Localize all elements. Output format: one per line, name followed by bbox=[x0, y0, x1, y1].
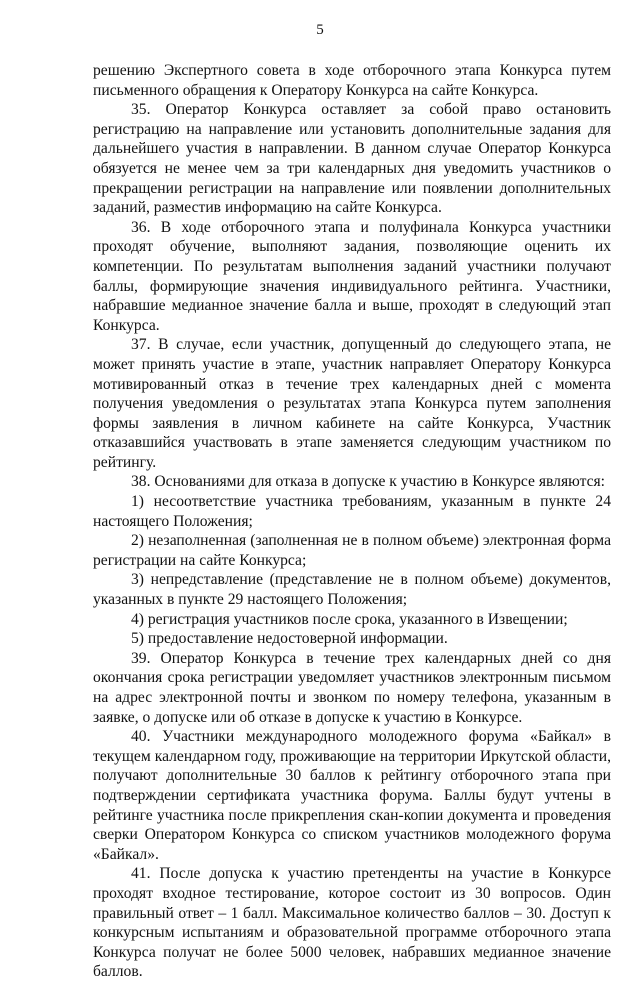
document-body bbox=[93, 61, 611, 982]
paragraph-41: 41. После допуска к участию претенденты на участие в Конкурсе проходят входное тестирование, которое состоит из 30 вопросов. Один правильный ответ – 1 балл. Максимальное количество баллов – 30. Доступ к конкурсным испытаниям и образовательной программе отборочного этапа Конкурса получат не более 5000 человек, набравших медианное значение баллов. bbox=[93, 865, 611, 981]
list-item-38-5: 5) предоставление недостоверной информации. bbox=[131, 630, 448, 648]
paragraph-continuation: решению Экспертного совета в ходе отборочного этапа Конкурса путем письменного обращения к Оператору Конкурса на сайте Конкурса. bbox=[93, 62, 611, 99]
paragraph-39: 39. Оператор Конкурса в течение трех календарных дней со дня окончания срока регистрации уведомляет участников электронным письмом на адрес электронной почты и звонком по номеру телефона, указанным в заявке, о допуске или об отказе в допуске к участию в Конкурсе. bbox=[93, 649, 611, 726]
list-item-38-3: 3) непредставление (представление не в полном объеме) документов, указанных в пункте 29 настоящего Положения; bbox=[93, 571, 611, 609]
paragraph-36: 36. В ходе отборочного этапа и полуфинала Конкурса участники проходят обучение, выполняют задания, позволяющие оценить их компетенции. По результатам выполнения заданий участники получают баллы, формирующие значения индивидуального рейтинга. Участники, набравшие медианное значение балла и выше, проходят в следующий этап Конкурса. bbox=[93, 218, 611, 334]
paragraph-38: 38. Основаниями для отказа в допуске к участию в Конкурсе являются: bbox=[131, 473, 605, 491]
list-item-38-4: 4) регистрация участников после срока, указанного в Извещении; bbox=[131, 610, 568, 628]
list-item-38-1: 1) несоответствие участника требованиям, указанным в пункте 24 настоящего Положения; bbox=[93, 493, 611, 530]
paragraph-37: 37. В случае, если участник, допущенный до следующего этапа, не может принять участие в этапе, участник направляет Оператору Конкурса мотивированный отказ в течение трех календарных дней с момента получения уведомления о результатах этапа Конкурса путем заполнения формы заявления в личном кабинете на сайте Конкурса, Участник отказавшийся участвовать в этапе заменяется следующим участником по рейтингу. bbox=[93, 336, 611, 471]
list-item-38-2: 2) незаполненная (заполненная не в полном объеме) электронная форма регистрации на сайте Конкурса; bbox=[93, 532, 611, 569]
page-number: 5 bbox=[316, 22, 324, 38]
paragraph-35: 35. Оператор Конкурса оставляет за собой право остановить регистрацию на направление или установить дополнительные задания для дальнейшего участия в направлении. В данном случае Оператор Конкурса обязуется не менее чем за три календарных дня уведомить участников о прекращении регистрации на направление или появлении дополнительных заданий, разместив информацию на сайте Конкурса. bbox=[93, 101, 611, 217]
paragraph-40: 40. Участники международного молодежного форума «Байкал» в текущем календарном году, проживающие на территории Иркутской области, получают дополнительные 30 баллов к рейтингу отборочного этапа при подтверждении сертификата участника форума. Баллы будут учтены в рейтинге участника после прикрепления скан-копии документа и проведения сверки Оператором Конкурса со списком участников молодежного форума «Байкал». bbox=[93, 728, 611, 863]
